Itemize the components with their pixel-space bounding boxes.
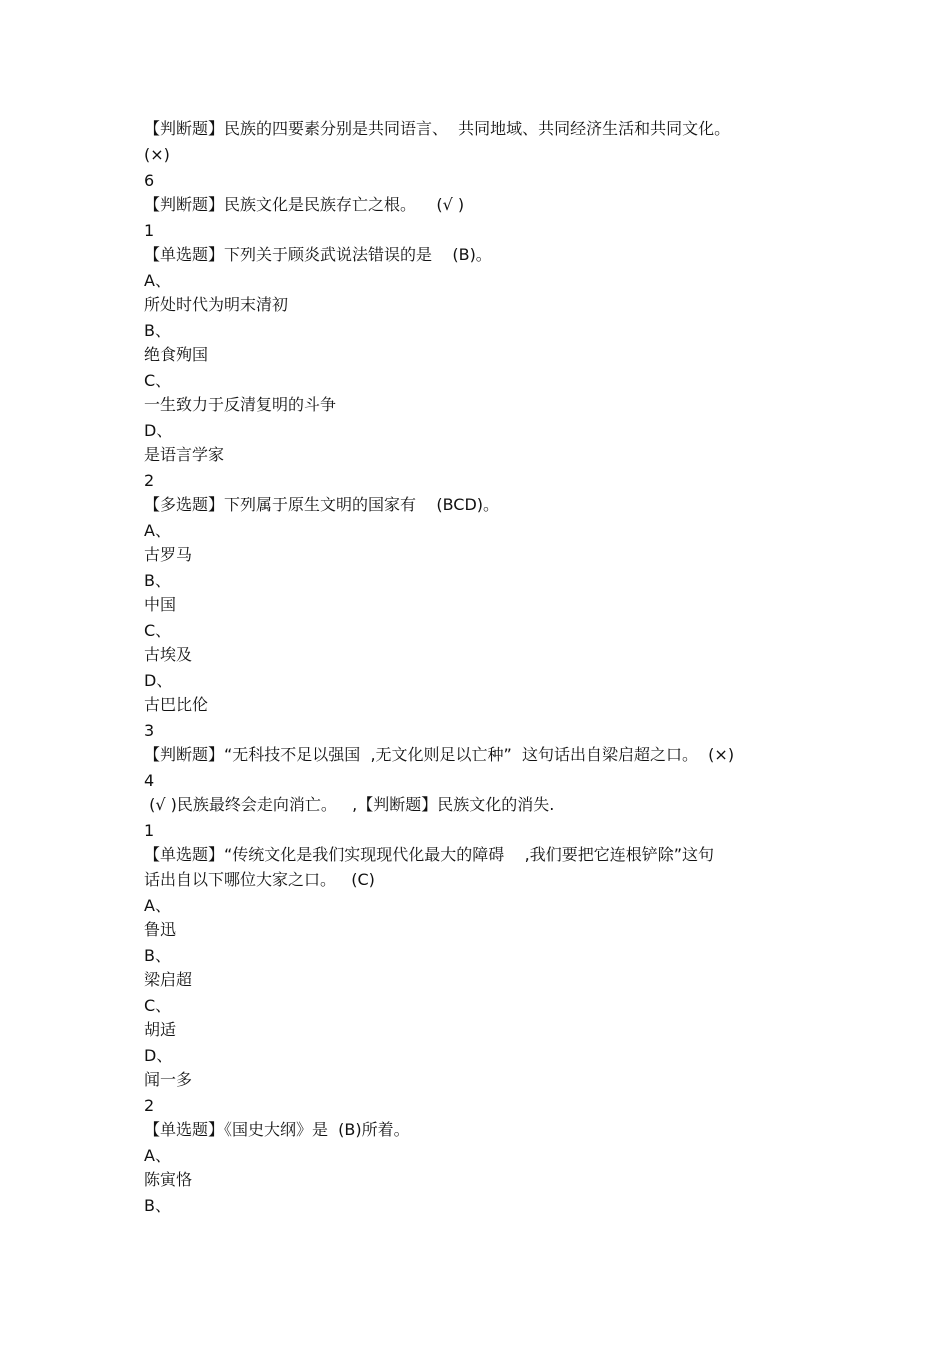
option-text: 梁启超 <box>144 970 193 989</box>
question-text: 【判断题】“无科技不足以强国 ,无文化则足以亡种” 这句话出自梁启超之口。 (×) <box>144 745 735 764</box>
option-label: D、 <box>144 671 173 690</box>
option-label: B、 <box>144 571 171 590</box>
question-number: 1 <box>144 221 155 240</box>
option-text: 中国 <box>144 595 177 614</box>
option-text: 古罗马 <box>144 545 193 564</box>
question-text: (√ )民族最终会走向消亡。 ,【判断题】民族文化的消失. <box>144 795 555 814</box>
option-text: 所处时代为明末清初 <box>144 295 289 314</box>
question-number: 2 <box>144 471 155 490</box>
option-text: 是语言学家 <box>144 445 225 464</box>
option-text: 绝食殉国 <box>144 345 209 364</box>
question-number: 4 <box>144 771 155 790</box>
option-label: D、 <box>144 1046 173 1065</box>
answer-text: (×) <box>144 145 170 164</box>
question-text: 【单选题】“传统文化是我们实现现代化最大的障碍 ,我们要把它连根铲除”这句 <box>144 845 715 864</box>
question-text: 【单选题】《国史大纲》是 (B)所着。 <box>144 1120 410 1139</box>
option-label: B、 <box>144 946 171 965</box>
option-label: A、 <box>144 896 171 915</box>
question-text: 【多选题】下列属于原生文明的国家有 (BCD)。 <box>144 495 500 514</box>
question-text: 话出自以下哪位大家之口。 (C) <box>144 870 375 889</box>
option-label: B、 <box>144 1196 171 1215</box>
option-label: C、 <box>144 996 172 1015</box>
question-text: 【判断题】民族的四要素分别是共同语言、 共同地域、共同经济生活和共同文化。 <box>144 119 731 138</box>
option-text: 鲁迅 <box>144 920 177 939</box>
option-label: D、 <box>144 421 173 440</box>
option-text: 陈寅恪 <box>144 1170 193 1189</box>
option-label: C、 <box>144 371 172 390</box>
question-text: 【单选题】下列关于顾炎武说法错误的是 (B)。 <box>144 245 492 264</box>
option-text: 古巴比伦 <box>144 695 209 714</box>
option-text: 一生致力于反清复明的斗争 <box>144 395 337 414</box>
option-text: 闻一多 <box>144 1070 193 1089</box>
question-text: 【判断题】民族文化是民族存亡之根。 (√ ) <box>144 195 465 214</box>
option-label: B、 <box>144 321 171 340</box>
question-number: 3 <box>144 721 155 740</box>
question-number: 2 <box>144 1096 155 1115</box>
option-label: C、 <box>144 621 172 640</box>
option-text: 胡适 <box>144 1020 177 1039</box>
option-label: A、 <box>144 1146 171 1165</box>
question-number: 1 <box>144 821 155 840</box>
question-number: 6 <box>144 171 155 190</box>
option-label: A、 <box>144 271 171 290</box>
option-label: A、 <box>144 521 171 540</box>
option-text: 古埃及 <box>144 645 193 664</box>
